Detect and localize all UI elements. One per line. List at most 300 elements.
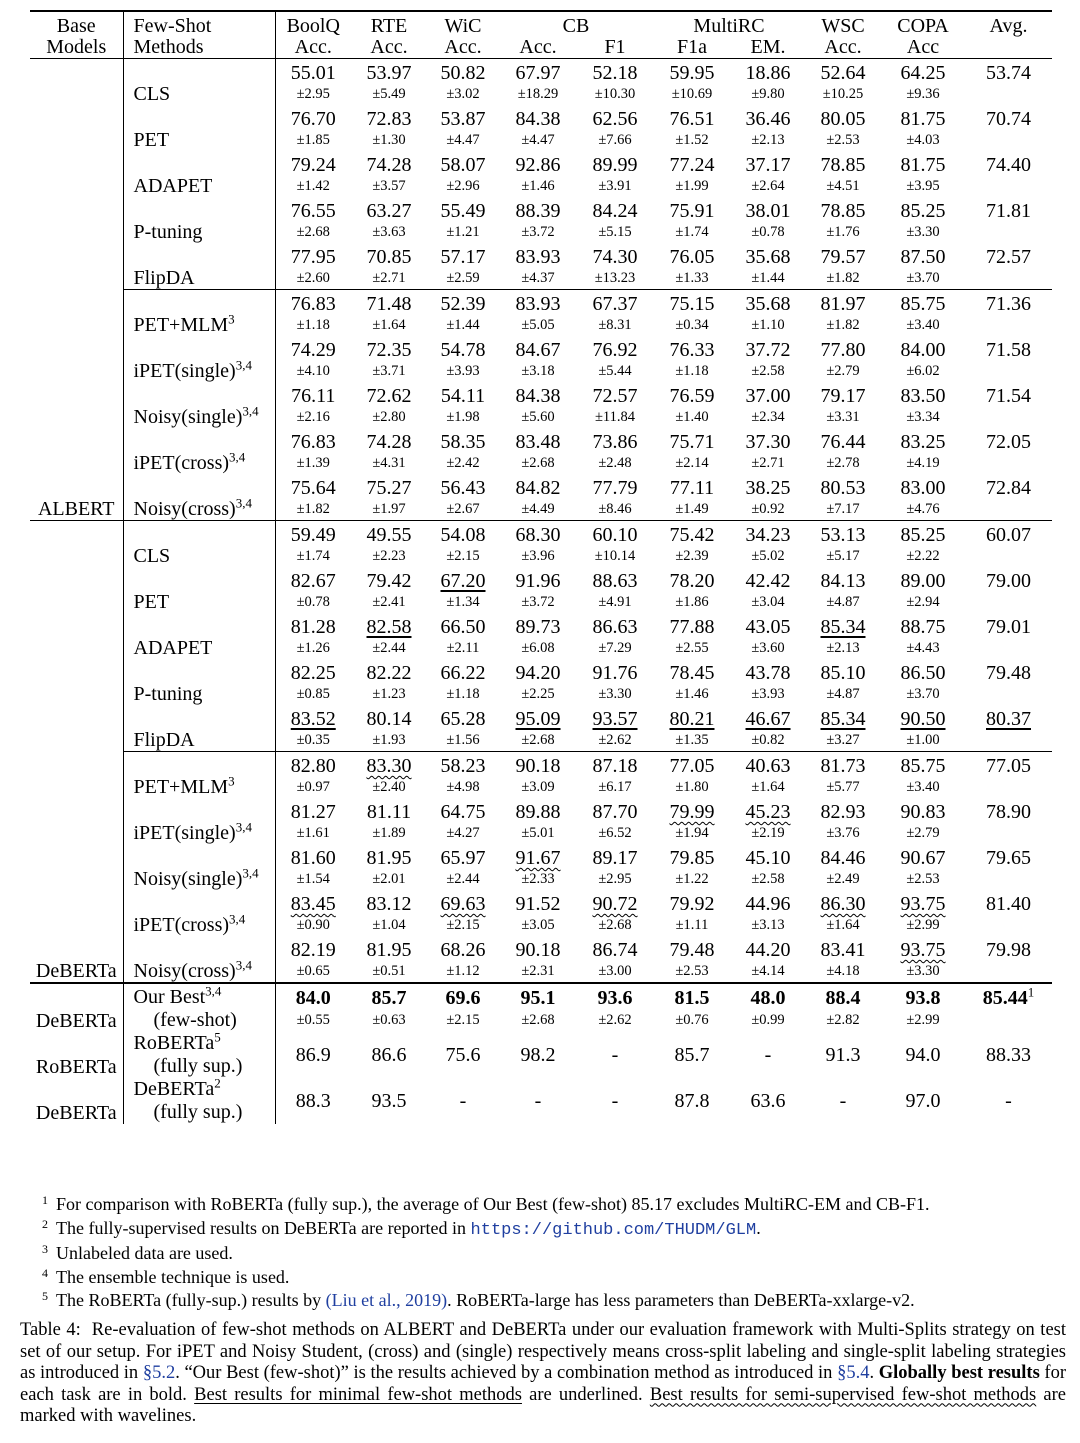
value-cell: 52.18: [577, 59, 653, 85]
table-row: [30, 659, 1052, 684]
value-cell: 79.01: [986, 616, 1031, 638]
std-cell: ±2.22: [906, 548, 940, 564]
value-cell: 42.42: [745, 570, 791, 592]
value-cell: 75.6: [445, 1044, 481, 1066]
base-model-label: RoBERTa: [30, 1032, 123, 1078]
std-cell: ±1.54: [296, 871, 330, 887]
value-cell: 93.75: [900, 893, 946, 915]
std-cell: ±1.52: [675, 132, 709, 148]
value-cell: 88.63: [592, 570, 638, 592]
value-cell: 74.30: [592, 246, 638, 268]
std-cell: ±1.94: [675, 825, 709, 841]
std-cell: ±2.67: [446, 501, 480, 517]
value-cell: 90.18: [515, 939, 561, 961]
std-cell: ±0.78: [751, 224, 785, 240]
std-cell: ±3.31: [826, 409, 860, 425]
value-cell: 84.38: [515, 108, 561, 130]
std-cell: [965, 730, 1052, 752]
value-cell: 79.00: [986, 570, 1031, 592]
value-cell: 58.07: [440, 154, 486, 176]
std-cell: ±2.49: [826, 871, 860, 887]
method-name: Noisy(cross)$^{3,4}$: [123, 936, 275, 983]
value-cell: 53.97: [351, 59, 427, 85]
value-cell: 85.34: [820, 708, 866, 730]
std-cell: ±6.08: [521, 640, 555, 656]
value-cell: 81.11: [366, 801, 412, 823]
std-cell: ±2.48: [598, 455, 632, 471]
value-cell: 75.64: [290, 477, 336, 499]
std-cell: ±0.92: [751, 501, 785, 517]
std-cell: [965, 638, 1052, 659]
header-base-models: Base Models: [30, 11, 123, 59]
value-cell: 88.4: [805, 983, 881, 1009]
std-cell: ±5.17: [826, 548, 860, 564]
std-cell: ±0.76: [675, 1012, 709, 1028]
std-cell: ±1.61: [296, 825, 330, 841]
value-cell: 65.97: [440, 847, 486, 869]
std-cell: ±2.58: [751, 871, 785, 887]
std-cell: ±2.11: [446, 640, 480, 656]
value-cell: 82.93: [820, 801, 866, 823]
value-cell: -: [1005, 1090, 1012, 1112]
value-cell: 66.22: [440, 662, 486, 684]
value-cell: 43.05: [745, 616, 791, 638]
value-cell: 74.29: [290, 339, 336, 361]
value-cell: 75.71: [669, 431, 715, 453]
citation-link[interactable]: (Liu et al., 2019): [325, 1290, 448, 1310]
value-cell: 88.39: [515, 200, 561, 222]
std-cell: [965, 546, 1052, 567]
std-cell: ±4.91: [598, 594, 632, 610]
value-cell: 79.99: [669, 801, 715, 823]
std-cell: ±1.18: [675, 363, 709, 379]
value-cell: 75.91: [669, 200, 715, 222]
table-header: [30, 11, 1052, 59]
table-row: [30, 567, 1052, 592]
value-cell: 83.41: [820, 939, 866, 961]
std-cell: ±4.49: [521, 501, 555, 517]
value-cell: 87.8: [674, 1090, 710, 1112]
std-cell: [965, 268, 1052, 290]
value-cell: 75.42: [653, 521, 731, 547]
std-cell: ±2.53: [826, 132, 860, 148]
std-cell: ±3.96: [521, 548, 555, 564]
std-cell: ±10.69: [671, 86, 713, 102]
std-cell: [965, 499, 1052, 521]
std-cell: ±1.44: [751, 270, 785, 286]
value-cell: 79.98: [986, 939, 1031, 961]
std-cell: ±2.53: [675, 963, 709, 979]
value-cell: 76.05: [669, 246, 715, 268]
std-cell: ±2.71: [372, 270, 406, 286]
value-cell: 53.74: [965, 59, 1052, 85]
std-cell: ±3.00: [598, 963, 632, 979]
std-cell: ±1.40: [675, 409, 709, 425]
std-cell: ±5.02: [751, 548, 785, 564]
std-cell: [965, 84, 1052, 105]
value-cell: 82.19: [290, 939, 336, 961]
value-cell: 79.92: [669, 893, 715, 915]
value-cell: 45.10: [745, 847, 791, 869]
std-cell: ±3.70: [906, 686, 940, 702]
std-cell: ±1.76: [826, 224, 860, 240]
value-cell: 43.78: [745, 662, 791, 684]
value-cell: 76.59: [669, 385, 715, 407]
value-cell: 81.40: [986, 893, 1031, 915]
table-row: [30, 243, 1052, 268]
value-cell: 86.6: [371, 1044, 407, 1066]
std-cell: [965, 823, 1052, 844]
std-cell: ±4.51: [826, 178, 860, 194]
table-row: [30, 382, 1052, 407]
value-cell: 77.05: [965, 752, 1052, 778]
std-cell: ±4.47: [446, 132, 480, 148]
value-cell: 76.55: [290, 200, 336, 222]
std-cell: [965, 684, 1052, 705]
header-avg: Avg.: [989, 15, 1028, 37]
value-cell: 54.11: [440, 385, 486, 407]
value-cell: 77.11: [669, 477, 715, 499]
std-cell: ±5.15: [598, 224, 632, 240]
value-cell: 46.67: [745, 708, 791, 730]
std-cell: ±7.17: [826, 501, 860, 517]
std-cell: ±2.13: [826, 640, 860, 656]
value-cell: 76.51: [669, 108, 715, 130]
value-cell: 93.5: [371, 1090, 407, 1112]
value-cell: 83.25: [900, 431, 946, 453]
value-cell: 77.05: [653, 752, 731, 778]
std-cell: ±0.99: [751, 1012, 785, 1028]
std-cell: [965, 592, 1052, 613]
value-cell: 72.57: [986, 246, 1031, 268]
value-cell: 94.0: [905, 1044, 941, 1066]
value-cell: 80.21: [669, 708, 715, 730]
std-cell: ±2.62: [598, 1012, 632, 1028]
value-cell: 89.00: [900, 570, 946, 592]
std-cell: ±3.93: [446, 363, 480, 379]
std-cell: ±1.89: [372, 825, 406, 841]
std-cell: [965, 361, 1052, 382]
std-cell: ±1.99: [675, 178, 709, 194]
value-cell: 86.50: [900, 662, 946, 684]
std-cell: ±2.58: [751, 363, 785, 379]
std-cell: ±1.18: [446, 686, 480, 702]
value-cell: 66.50: [440, 616, 486, 638]
value-cell: 81.95: [366, 939, 412, 961]
value-cell: 48.0: [731, 983, 805, 1009]
std-cell: ±3.09: [521, 779, 555, 795]
std-cell: ±2.14: [675, 455, 709, 471]
std-cell: ±2.79: [826, 363, 860, 379]
method-name: DeBERTa$^2$ (fully sup.): [123, 1078, 275, 1124]
value-cell: 81.5: [653, 983, 731, 1009]
value-cell: 37.30: [745, 431, 791, 453]
value-cell: -: [764, 1044, 772, 1066]
value-cell: 78.20: [669, 570, 715, 592]
section-ref-5-2[interactable]: §5.2: [142, 1363, 176, 1383]
value-cell: 85.75: [881, 290, 965, 316]
std-cell: ±3.40: [906, 317, 940, 333]
value-cell: 83.30: [351, 752, 427, 778]
std-cell: ±2.99: [906, 1012, 940, 1028]
std-cell: ±3.05: [521, 917, 555, 933]
std-cell: ±1.46: [521, 178, 555, 194]
std-cell: ±2.25: [521, 686, 555, 702]
method-name: iPET(single)$^{3,4}$: [123, 336, 275, 382]
std-cell: ±6.52: [598, 825, 632, 841]
value-cell: 80.37: [986, 708, 1031, 730]
value-cell: 59.49: [275, 521, 351, 547]
std-cell: ±4.76: [906, 501, 940, 517]
std-cell: [965, 407, 1052, 428]
value-cell: 85.10: [820, 662, 866, 684]
base-model-label: ALBERT: [30, 59, 123, 521]
value-cell: 84.82: [515, 477, 561, 499]
value-cell: 78.45: [669, 662, 715, 684]
header-copa: COPA Acc: [897, 15, 949, 58]
method-name: iPET(cross)$^{3,4}$: [123, 890, 275, 936]
std-cell: ±1.44: [446, 317, 480, 333]
method-name: $PET+MLM^3$: [123, 752, 275, 799]
std-cell: ±1.64: [372, 317, 406, 333]
std-cell: ±1.93: [372, 732, 406, 748]
value-cell: 85.25: [900, 200, 946, 222]
std-cell: ±1.85: [296, 132, 330, 148]
value-cell: 83.93: [499, 290, 577, 316]
std-cell: ±0.82: [751, 732, 785, 748]
std-cell: ±2.64: [751, 178, 785, 194]
std-cell: ±2.68: [521, 732, 555, 748]
std-cell: ±4.03: [906, 132, 940, 148]
value-cell: 38.25: [745, 477, 791, 499]
std-cell: ±3.04: [751, 594, 785, 610]
value-cell: 76.33: [669, 339, 715, 361]
value-cell: 71.81: [986, 200, 1031, 222]
std-cell: ±2.55: [675, 640, 709, 656]
std-cell: ±6.17: [598, 779, 632, 795]
value-cell: 84.13: [820, 570, 866, 592]
std-cell: [965, 869, 1052, 890]
method-name: PET: [123, 567, 275, 613]
std-cell: ±5.77: [826, 779, 860, 795]
std-cell: ±3.63: [372, 224, 406, 240]
value-cell: 76.70: [290, 108, 336, 130]
std-cell: ±1.34: [446, 594, 480, 610]
std-cell: ±10.30: [594, 86, 636, 102]
value-cell: 91.76: [592, 662, 638, 684]
std-cell: ±1.64: [751, 779, 785, 795]
value-cell: 34.23: [731, 521, 805, 547]
std-cell: ±1.11: [675, 917, 709, 933]
std-cell: ±5.01: [521, 825, 555, 841]
value-cell: 81.95: [366, 847, 412, 869]
std-cell: ±3.91: [598, 178, 632, 194]
std-cell: ±2.78: [826, 455, 860, 471]
std-cell: ±3.02: [446, 86, 480, 102]
method-name: FlipDA: [123, 243, 275, 290]
value-cell: -: [459, 1090, 467, 1112]
std-cell: ±3.30: [906, 224, 940, 240]
std-cell: ±2.68: [296, 224, 330, 240]
value-cell: 84.38: [515, 385, 561, 407]
value-cell: 72.35: [366, 339, 412, 361]
std-cell: ±1.98: [446, 409, 480, 425]
value-cell: 49.55: [351, 521, 427, 547]
std-cell: ±1.46: [675, 686, 709, 702]
value-cell: 75.15: [653, 290, 731, 316]
std-cell: ±5.44: [598, 363, 632, 379]
value-cell: 78.85: [820, 154, 866, 176]
value-cell: 79.48: [986, 662, 1031, 684]
footnote-2: $^2$ The fully-supervised results on DeBERTa are reported in https://github.com/THUDM/GLM.: [42, 1216, 761, 1240]
std-cell: ±3.60: [751, 640, 785, 656]
std-cell: ±2.19: [751, 825, 785, 841]
std-cell: ±1.33: [675, 270, 709, 286]
footnotes: [42, 1193, 1062, 1313]
section-ref-5-4[interactable]: §5.4: [837, 1363, 870, 1383]
std-cell: ±2.95: [598, 871, 632, 887]
value-cell: 68.30: [499, 521, 577, 547]
std-cell: ±1.74: [296, 548, 330, 564]
value-cell: 67.97: [499, 59, 577, 85]
header-multirc: MultiRC F1a EM.: [677, 15, 786, 58]
std-cell: ±8.46: [598, 501, 632, 517]
table-row: [30, 890, 1052, 915]
value-cell: 71.58: [986, 339, 1031, 361]
std-cell: ±3.93: [751, 686, 785, 702]
value-cell: -: [611, 1090, 619, 1112]
value-cell: 98.2: [520, 1044, 556, 1066]
value-cell: 86.74: [592, 939, 638, 961]
value-cell: 78.90: [986, 801, 1031, 823]
value-cell: 52.64: [805, 59, 881, 85]
std-cell: ±2.68: [598, 917, 632, 933]
value-cell: 38.01: [745, 200, 791, 222]
value-cell: 85.7: [351, 983, 427, 1009]
std-cell: ±0.51: [372, 963, 406, 979]
std-cell: ±3.40: [906, 779, 940, 795]
value-cell: 64.25: [881, 59, 965, 85]
method-name: Noisy(single)$^{3,4}$: [123, 382, 275, 428]
std-cell: ±2.68: [521, 1012, 555, 1028]
std-cell: ±2.23: [372, 548, 406, 564]
std-cell: [965, 130, 1052, 151]
std-cell: ±0.65: [296, 963, 330, 979]
value-cell: 79.42: [366, 570, 412, 592]
std-cell: ±1.82: [826, 317, 860, 333]
base-model-label: DeBERTa: [30, 983, 123, 1032]
std-cell: ±2.15: [446, 917, 480, 933]
std-cell: ±4.37: [521, 270, 555, 286]
std-cell: ±3.72: [521, 224, 555, 240]
value-cell: 56.43: [440, 477, 486, 499]
value-cell: 77.95: [290, 246, 336, 268]
value-cell: 84.46: [820, 847, 866, 869]
value-cell: 55.49: [440, 200, 486, 222]
std-cell: [965, 915, 1052, 936]
std-cell: ±2.44: [446, 871, 480, 887]
value-cell: 63.6: [750, 1090, 786, 1112]
value-cell: 70.85: [366, 246, 412, 268]
std-cell: ±1.35: [675, 732, 709, 748]
std-cell: ±4.14: [751, 963, 785, 979]
std-cell: ±5.60: [521, 409, 555, 425]
std-cell: ±1.97: [372, 501, 406, 517]
std-cell: [965, 777, 1052, 798]
std-cell: ±7.66: [598, 132, 632, 148]
std-cell: ±3.72: [521, 594, 555, 610]
value-cell: 67.37: [577, 290, 653, 316]
header-wsc: WSC Acc.: [821, 15, 865, 58]
value-cell: 95.1: [499, 983, 577, 1009]
value-cell: 44.96: [745, 893, 791, 915]
std-cell: ±1.30: [372, 132, 406, 148]
std-cell: ±1.26: [296, 640, 330, 656]
value-cell: 79.24: [290, 154, 336, 176]
value-cell: 85.25: [881, 521, 965, 547]
value-cell: 53.87: [440, 108, 486, 130]
std-cell: ±3.76: [826, 825, 860, 841]
std-cell: ±0.90: [296, 917, 330, 933]
std-cell: ±2.99: [906, 917, 940, 933]
value-cell: 86.30: [820, 893, 866, 915]
results-table-wrapper: [30, 10, 1052, 1124]
value-cell: 83.12: [366, 893, 412, 915]
value-cell: 55.01: [275, 59, 351, 85]
value-cell: 97.0: [905, 1090, 941, 1112]
table-row: [30, 197, 1052, 222]
value-cell: 93.8: [881, 983, 965, 1009]
table-caption: Table 4: Re-evaluation of few-shot methods on ALBERT and DeBERTa under our evaluation framework with Multi-Splits strategy on test set of our setup. For iPET and Noisy Student, (cross) and (single) respectively means cross-split labeling and single-split labeling strategies as introduced in §5.2. “Our Best (few-shot)” is the results achieved by a combination method as introduced in §5.4. Globally best results for each task are in bold. Best results for minimal few-shot methods are underlined. Best results for semi-supervised few-shot methods are marked with wavelines.: [20, 1320, 1067, 1426]
final-row: [30, 983, 1052, 1009]
value-cell: 84.67: [515, 339, 561, 361]
value-cell: 91.67: [515, 847, 561, 869]
std-cell: ±13.23: [594, 270, 636, 286]
github-link[interactable]: https://github.com/THUDM/GLM: [470, 1220, 757, 1240]
value-cell: 93.57: [592, 708, 638, 730]
results-table: [30, 10, 1052, 1124]
value-cell: 52.39: [427, 290, 499, 316]
std-cell: [965, 176, 1052, 197]
value-cell: 37.72: [745, 339, 791, 361]
table-row: [30, 151, 1052, 176]
header-few-shot-methods: Few-Shot Methods: [123, 11, 275, 59]
value-cell: 85.7: [674, 1044, 710, 1066]
value-cell: 80.05: [820, 108, 866, 130]
value-cell: 79.48: [669, 939, 715, 961]
value-cell: 79.57: [820, 246, 866, 268]
std-cell: ±4.87: [826, 594, 860, 610]
value-cell: 88.33: [986, 1044, 1031, 1066]
value-cell: 76.83: [290, 431, 336, 453]
table-body: [30, 59, 1052, 1125]
method-name: P-tuning: [123, 197, 275, 243]
std-cell: ±3.57: [372, 178, 406, 194]
value-cell: 62.56: [592, 108, 638, 130]
value-cell: 50.82: [427, 59, 499, 85]
value-cell: 88.3: [295, 1090, 331, 1112]
value-cell: 90.18: [499, 752, 577, 778]
std-cell: ±4.19: [906, 455, 940, 471]
method-name: CLS: [123, 59, 275, 106]
std-cell: ±1.74: [675, 224, 709, 240]
value-cell: 90.67: [900, 847, 946, 869]
footnote-5: $^5$ The RoBERTa (fully-sup.) results by (Liu et al., 2019). RoBERTa-large has less parameters than DeBERTa-xxlarge-v2.: [42, 1289, 915, 1310]
std-cell: ±7.29: [598, 640, 632, 656]
value-cell: 83.45: [290, 893, 336, 915]
value-cell: 70.74: [986, 108, 1031, 130]
value-cell: 87.50: [900, 246, 946, 268]
